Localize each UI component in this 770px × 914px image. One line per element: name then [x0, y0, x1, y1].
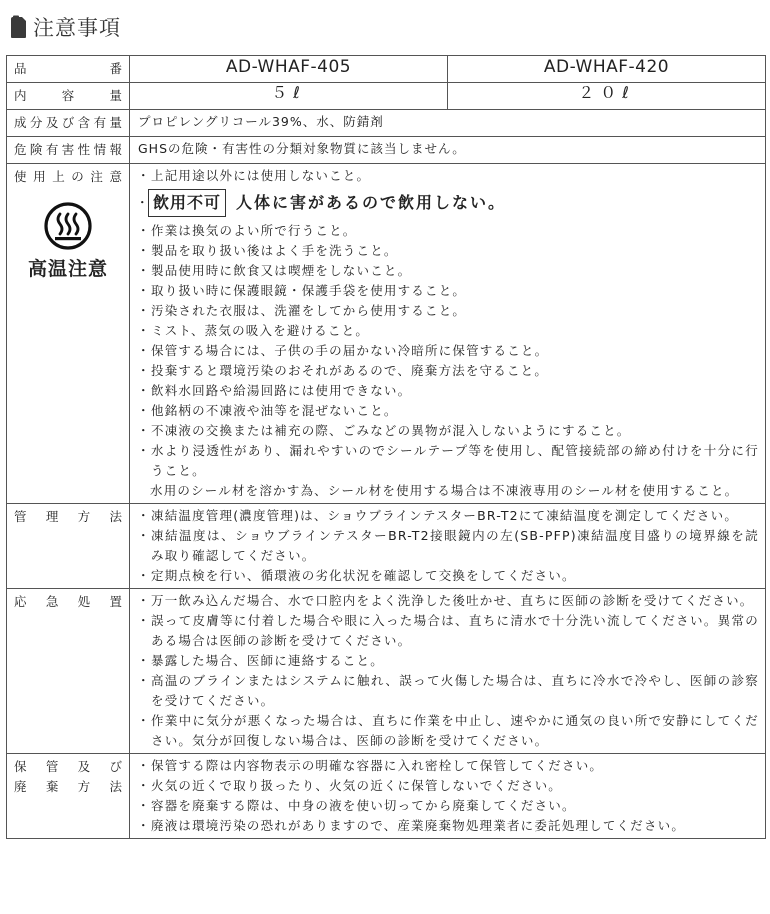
list-item: ・ 保管する際は内容物表示の明確な容器に入れ密栓して保管してください。 [137, 758, 604, 773]
management-list [130, 504, 765, 588]
label-product: 品 番 [7, 56, 130, 83]
hazard-value: GHSの危険・有害性の分類対象物質に該当しません。 [130, 137, 766, 164]
caution-table [6, 55, 766, 839]
row-storage [7, 754, 766, 839]
row-composition [7, 110, 766, 137]
usage-list [136, 221, 759, 481]
list-item: ・ 作業中に気分が悪くなった場合は、直ちに作業を中止し、速やかに通気の良い所で安静にしてください。気分が回復しない場合は、医師の診断を受けてください。 [137, 713, 759, 748]
label-storage-2: 廃 棄 方 法 [14, 779, 122, 794]
usage-continuation: 水用のシール材を溶かす為、シール材を使用する場合は不凍液専用のシール材を使用すること。 [150, 483, 739, 498]
management-content [130, 504, 766, 589]
usage-content [130, 164, 766, 504]
label-composition: 成分及び含有量 [7, 110, 130, 137]
label-storage-cell [7, 754, 130, 839]
list-item: ・ 他銘柄の不凍液や油等を混ぜないこと。 [137, 403, 398, 418]
volume-405: ５ℓ [130, 83, 448, 110]
list-item: ・ 不凍液の交換または補充の際、ごみなどの異物が混入しないようにすること。 [137, 423, 631, 438]
label-storage-1: 保 管 及 び [14, 759, 122, 774]
list-item: ・ 容器を廃棄する際は、中身の液を使い切ってから廃棄してください。 [137, 798, 576, 813]
list-item: ・ 作業は換気のよい所で行うこと。 [137, 223, 357, 238]
storage-list [130, 754, 765, 838]
list-item: ・ 火気の近くで取り扱ったり、火気の近くに保管しないでください。 [137, 778, 563, 793]
volume-420: ２０ℓ [448, 83, 766, 110]
row-hazard [7, 137, 766, 164]
label-usage-cell [7, 164, 130, 504]
emergency-content [130, 589, 766, 754]
storage-content [130, 754, 766, 839]
model-420: AD-WHAF-420 [448, 56, 766, 83]
no-drinking-badge: 飲用不可 [148, 189, 226, 217]
emergency-list [130, 589, 765, 753]
label-hazard: 危険有害性情報 [7, 137, 130, 164]
row-emergency [7, 589, 766, 754]
list-item: ・ 上記用途以外には使用しないこと。 [137, 168, 371, 183]
list-item: ・ 投棄すると環境汚染のおそれがあるので、廃棄方法を守ること。 [137, 363, 549, 378]
list-item: ・ 製品使用時に飲食又は喫煙をしないこと。 [137, 263, 412, 278]
hot-caution [14, 201, 122, 279]
list-item: ・ 保管する場合には、子供の手の届かない冷暗所に保管すること。 [137, 343, 549, 358]
label-emergency: 応 急 処 置 [7, 589, 130, 754]
page-title: 注意事項 [33, 16, 121, 40]
label-management: 管 理 方 法 [7, 504, 130, 589]
page-header [10, 12, 121, 42]
model-405: AD-WHAF-405 [130, 56, 448, 83]
label-usage: 使 用 上 の 注 意 [14, 169, 122, 184]
no-drinking-text: 人体に害があるので飲用しない。 [236, 193, 507, 212]
list-item: ・ 高温のブラインまたはシステムに触れ、誤って火傷した場合は、直ちに冷水で冷やし、医師の診察を受けてください。 [137, 673, 759, 708]
list-item: ・ 凍結温度は、ショウブラインテスターBR-T2接眼鏡内の左(SB-PFP)凍結温度目盛りの境界線を読み取り確認してください。 [137, 528, 759, 563]
row-product [7, 56, 766, 83]
list-item: ・ 凍結温度管理(濃度管理)は、ショウブラインテスターBR-T2にて凍結温度を測定してください。 [137, 508, 739, 523]
label-volume: 内 容 量 [7, 83, 130, 110]
container-icon [10, 15, 27, 39]
list-item: ・ 万一飲み込んだ場合、水で口腔内をよく洗浄した後吐かせ、直ちに医師の診断を受けてください。 [137, 593, 754, 608]
row-management [7, 504, 766, 589]
composition-value: プロピレングリコール39%、水、防錆剤 [130, 110, 766, 137]
hot-surface-icon [43, 201, 93, 251]
list-item: ・ 製品を取り扱い後はよく手を洗うこと。 [137, 243, 398, 258]
row-usage [7, 164, 766, 504]
list-item: ・ ミスト、蒸気の吸入を避けること。 [137, 323, 370, 338]
list-item: ・ 廃液は環境汚染の恐れがありますので、産業廃棄物処理業者に委託処理してください。 [137, 818, 686, 833]
list-item: ・ 誤って皮膚等に付着した場合や眼に入った場合は、直ちに清水で十分洗い流してください。異常のある場合は医師の診断を受けてください。 [137, 613, 759, 648]
list-item: ・ 取り扱い時に保護眼鏡・保護手袋を使用すること。 [137, 283, 467, 298]
list-item: ・ 水より浸透性があり、漏れやすいのでシールテープ等を使用し、配管接続部の締め付けを十分に行うこと。 [137, 443, 759, 478]
list-item: ・ 汚染された衣服は、洗濯をしてから使用すること。 [137, 303, 467, 318]
drinking-warning: ・ 飲用不可 人体に害があるので飲用しない。 [136, 189, 759, 217]
list-item: ・ 暴露した場合、医師に連絡すること。 [137, 653, 384, 668]
list-item: ・ 定期点検を行い、循環液の劣化状況を確認して交換をしてください。 [137, 568, 576, 583]
list-item: ・ 飲料水回路や給湯回路には使用できない。 [137, 383, 412, 398]
row-volume [7, 83, 766, 110]
hot-caution-label: 高温注意 [27, 258, 108, 280]
